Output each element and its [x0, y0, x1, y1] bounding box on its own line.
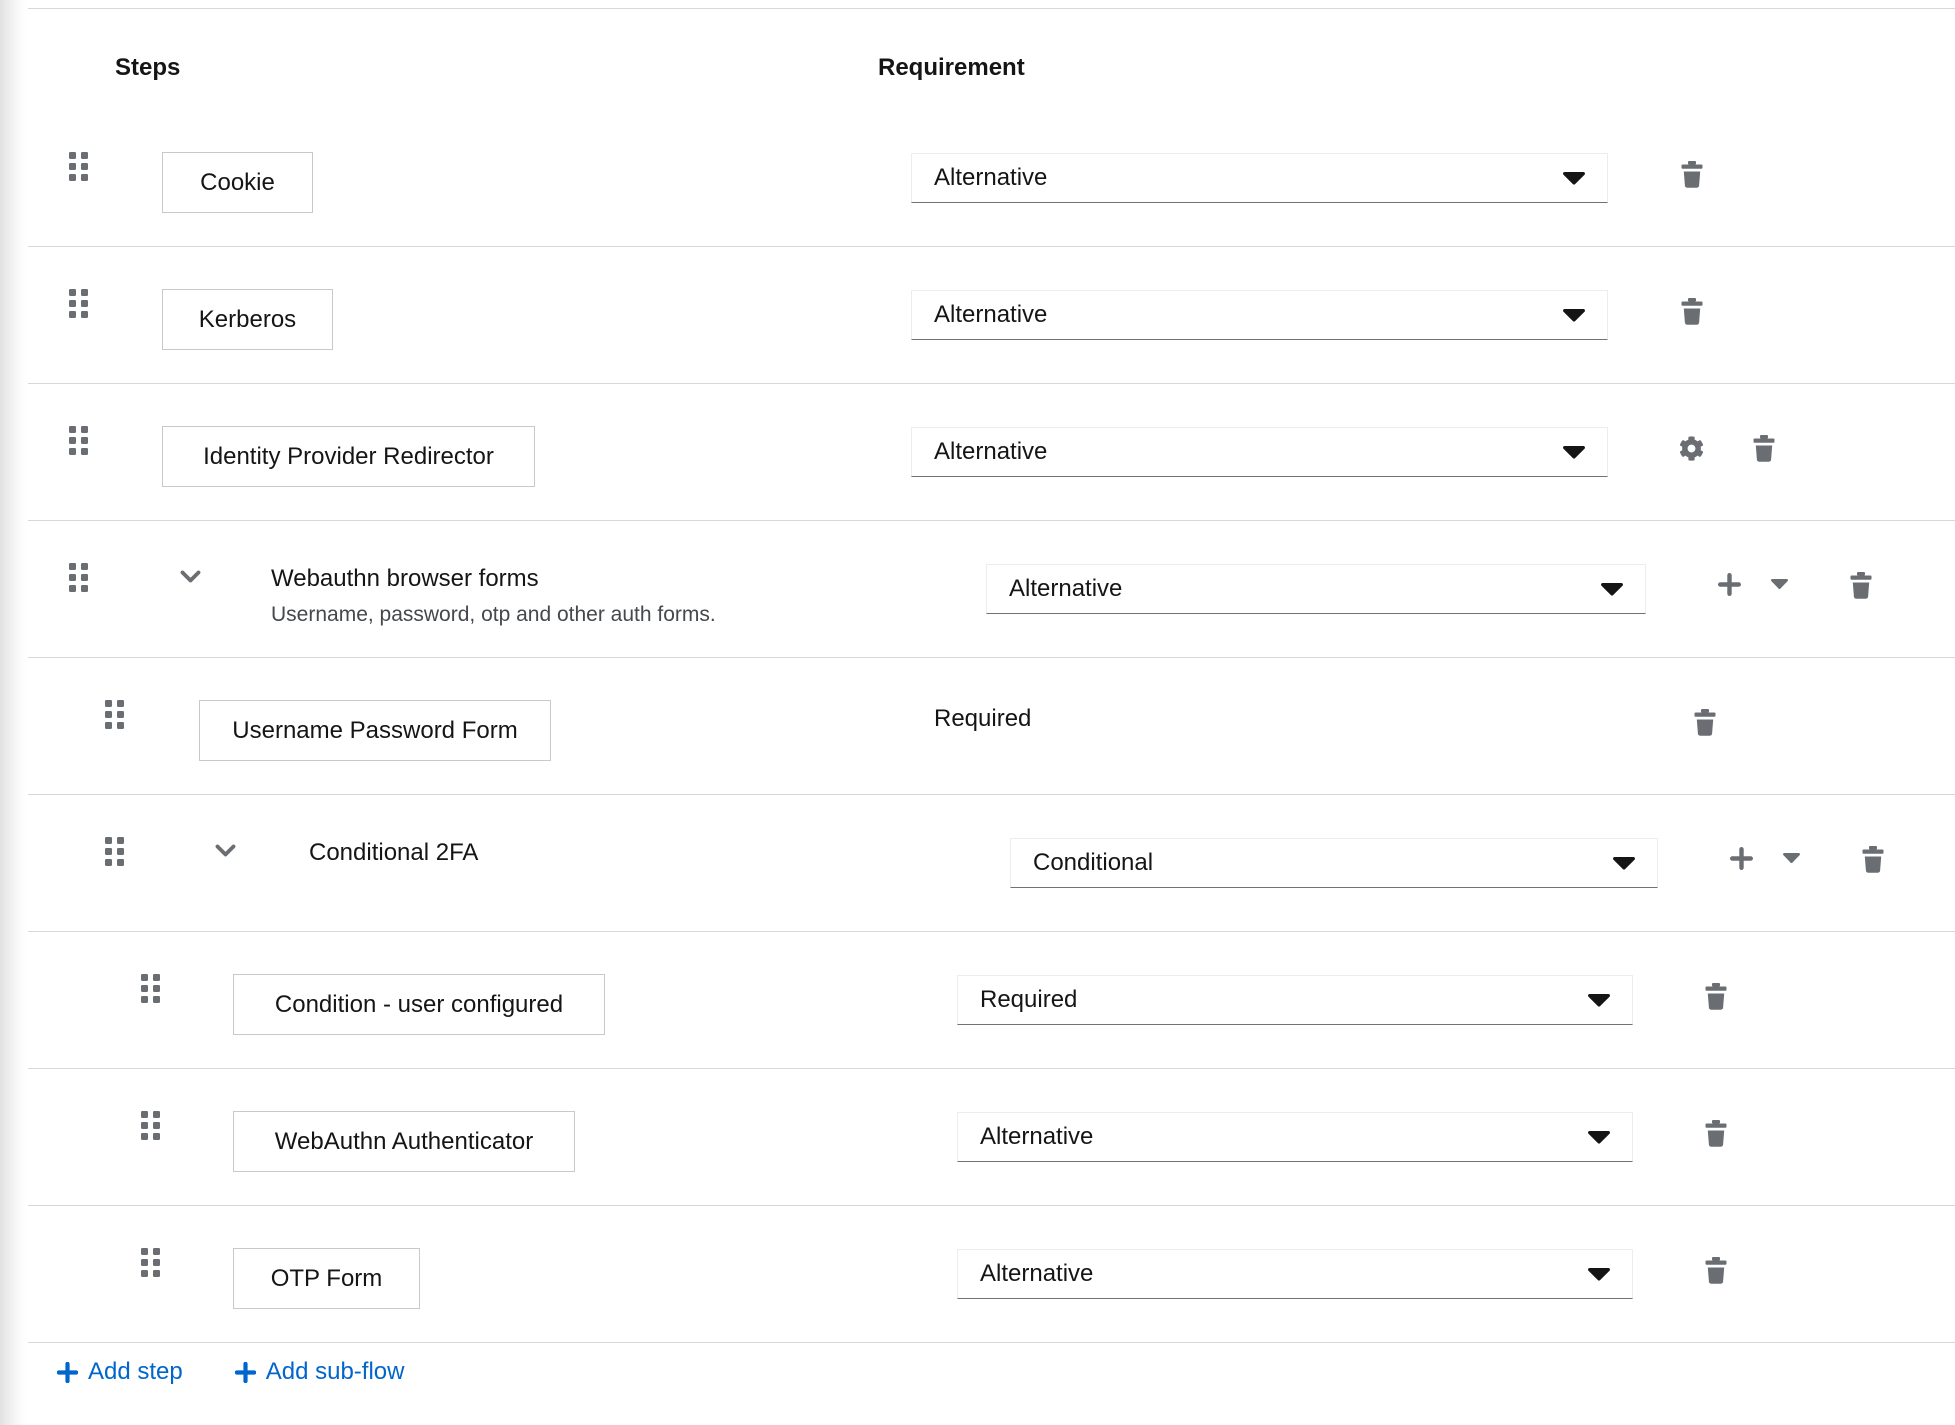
grip-icon	[69, 580, 88, 595]
grip-icon	[105, 854, 124, 869]
drag-handle[interactable]	[69, 289, 88, 318]
add-sub-flow-label: Add sub-flow	[265, 1358, 405, 1385]
add-options-toggle[interactable]	[1771, 579, 1788, 590]
add-button[interactable]	[1718, 573, 1741, 596]
flow-row-condition-user-configured	[0, 932, 1955, 1069]
trash-icon	[1753, 450, 1775, 465]
step-name: OTP Form	[233, 1248, 420, 1309]
flow-row-otp-form	[0, 1206, 1955, 1343]
drag-handle[interactable]	[141, 1248, 160, 1277]
delete-button[interactable]	[1694, 709, 1716, 736]
flow-row-username-password-form	[0, 658, 1955, 795]
requirement-value: Alternative	[934, 301, 1048, 328]
trash-icon	[1681, 313, 1703, 328]
drag-handle[interactable]	[141, 1111, 160, 1140]
grip-icon	[69, 169, 88, 184]
requirement-select[interactable]	[911, 427, 1608, 477]
requirement-select[interactable]	[911, 153, 1608, 203]
grip-icon	[105, 717, 124, 732]
add-step-button[interactable]	[57, 1358, 183, 1386]
select-caret-icon	[1588, 1268, 1610, 1281]
trash-icon	[1694, 724, 1716, 739]
requirement-select[interactable]	[911, 290, 1608, 340]
requirement-select[interactable]	[986, 564, 1646, 614]
requirement-value: Alternative	[980, 1123, 1094, 1150]
requirement-select[interactable]	[957, 975, 1633, 1025]
select-caret-icon	[1563, 172, 1585, 185]
step-name: Identity Provider Redirector	[162, 426, 535, 487]
requirement-value: Alternative	[980, 1260, 1094, 1287]
drag-handle[interactable]	[69, 426, 88, 455]
add-options-toggle[interactable]	[1783, 853, 1800, 864]
flow-rows	[0, 110, 1955, 1343]
requirement-select[interactable]	[1010, 838, 1658, 888]
requirement-value: Required	[980, 986, 1078, 1013]
grip-icon	[69, 306, 88, 321]
select-caret-icon	[1588, 1131, 1610, 1144]
trash-icon	[1705, 1135, 1727, 1150]
drag-handle[interactable]	[105, 837, 124, 866]
trash-icon	[1850, 587, 1872, 602]
flow-row-cookie	[0, 110, 1955, 247]
add-button[interactable]	[1730, 847, 1753, 870]
trash-icon	[1705, 998, 1727, 1013]
trash-icon	[1681, 176, 1703, 191]
flow-row-identity-provider-redirector	[0, 384, 1955, 521]
plus-icon	[57, 1362, 78, 1383]
drag-handle[interactable]	[105, 700, 124, 729]
add-step-label: Add step	[88, 1358, 183, 1385]
flow-footer	[0, 1343, 1955, 1425]
delete-button[interactable]	[1705, 983, 1727, 1010]
grip-icon	[141, 1128, 160, 1143]
step-name: Username Password Form	[199, 700, 551, 761]
select-caret-icon	[1601, 583, 1623, 596]
step-name: Kerberos	[162, 289, 333, 350]
column-header-steps: Steps	[115, 54, 181, 81]
flow-row-webauthn-authenticator	[0, 1069, 1955, 1206]
requirement-value: Alternative	[934, 438, 1048, 465]
drag-handle[interactable]	[141, 974, 160, 1003]
step-name: WebAuthn Authenticator	[233, 1111, 575, 1172]
chevron-down-icon	[215, 845, 236, 860]
caret-down-icon	[1783, 852, 1800, 867]
select-caret-icon	[1563, 446, 1585, 459]
grip-icon	[141, 991, 160, 1006]
delete-button[interactable]	[1681, 298, 1703, 325]
requirement-select[interactable]	[957, 1112, 1633, 1162]
caret-down-icon	[1771, 578, 1788, 593]
subflow-name: Conditional 2FA	[309, 839, 479, 866]
drag-handle[interactable]	[69, 152, 88, 181]
select-caret-icon	[1563, 309, 1585, 322]
subflow-description: Username, password, otp and other auth forms.	[271, 603, 716, 626]
flow-row-conditional-2fa	[0, 795, 1955, 932]
requirement-value: Alternative	[1009, 575, 1123, 602]
flow-row-webauthn-browser-forms	[0, 521, 1955, 658]
step-name: Cookie	[162, 152, 313, 213]
settings-button[interactable]	[1679, 436, 1704, 461]
delete-button[interactable]	[1705, 1257, 1727, 1284]
column-header-requirement: Requirement	[878, 54, 1025, 81]
chevron-down-icon	[180, 571, 201, 586]
expand-toggle[interactable]	[180, 570, 201, 583]
delete-button[interactable]	[1681, 161, 1703, 188]
table-header	[0, 9, 1955, 110]
delete-button[interactable]	[1753, 435, 1775, 462]
requirement-select[interactable]	[957, 1249, 1633, 1299]
requirement-text: Required	[934, 705, 1032, 732]
grip-icon	[69, 443, 88, 458]
drag-handle[interactable]	[69, 563, 88, 592]
gear-icon	[1679, 449, 1704, 464]
step-name: Condition - user configured	[233, 974, 605, 1035]
subflow-name: Webauthn browser forms	[271, 565, 539, 592]
plus-icon	[1730, 858, 1753, 873]
delete-button[interactable]	[1850, 572, 1872, 599]
delete-button[interactable]	[1705, 1120, 1727, 1147]
select-caret-icon	[1588, 994, 1610, 1007]
trash-icon	[1862, 861, 1884, 876]
requirement-value: Conditional	[1033, 849, 1154, 876]
plus-icon	[1718, 584, 1741, 599]
plus-icon	[235, 1362, 256, 1383]
select-caret-icon	[1613, 857, 1635, 870]
expand-toggle[interactable]	[215, 844, 236, 857]
trash-icon	[1705, 1272, 1727, 1287]
grip-icon	[141, 1265, 160, 1280]
requirement-value: Alternative	[934, 164, 1048, 191]
delete-button[interactable]	[1862, 846, 1884, 873]
flow-row-kerberos	[0, 247, 1955, 384]
add-sub-flow-button[interactable]	[235, 1358, 405, 1386]
